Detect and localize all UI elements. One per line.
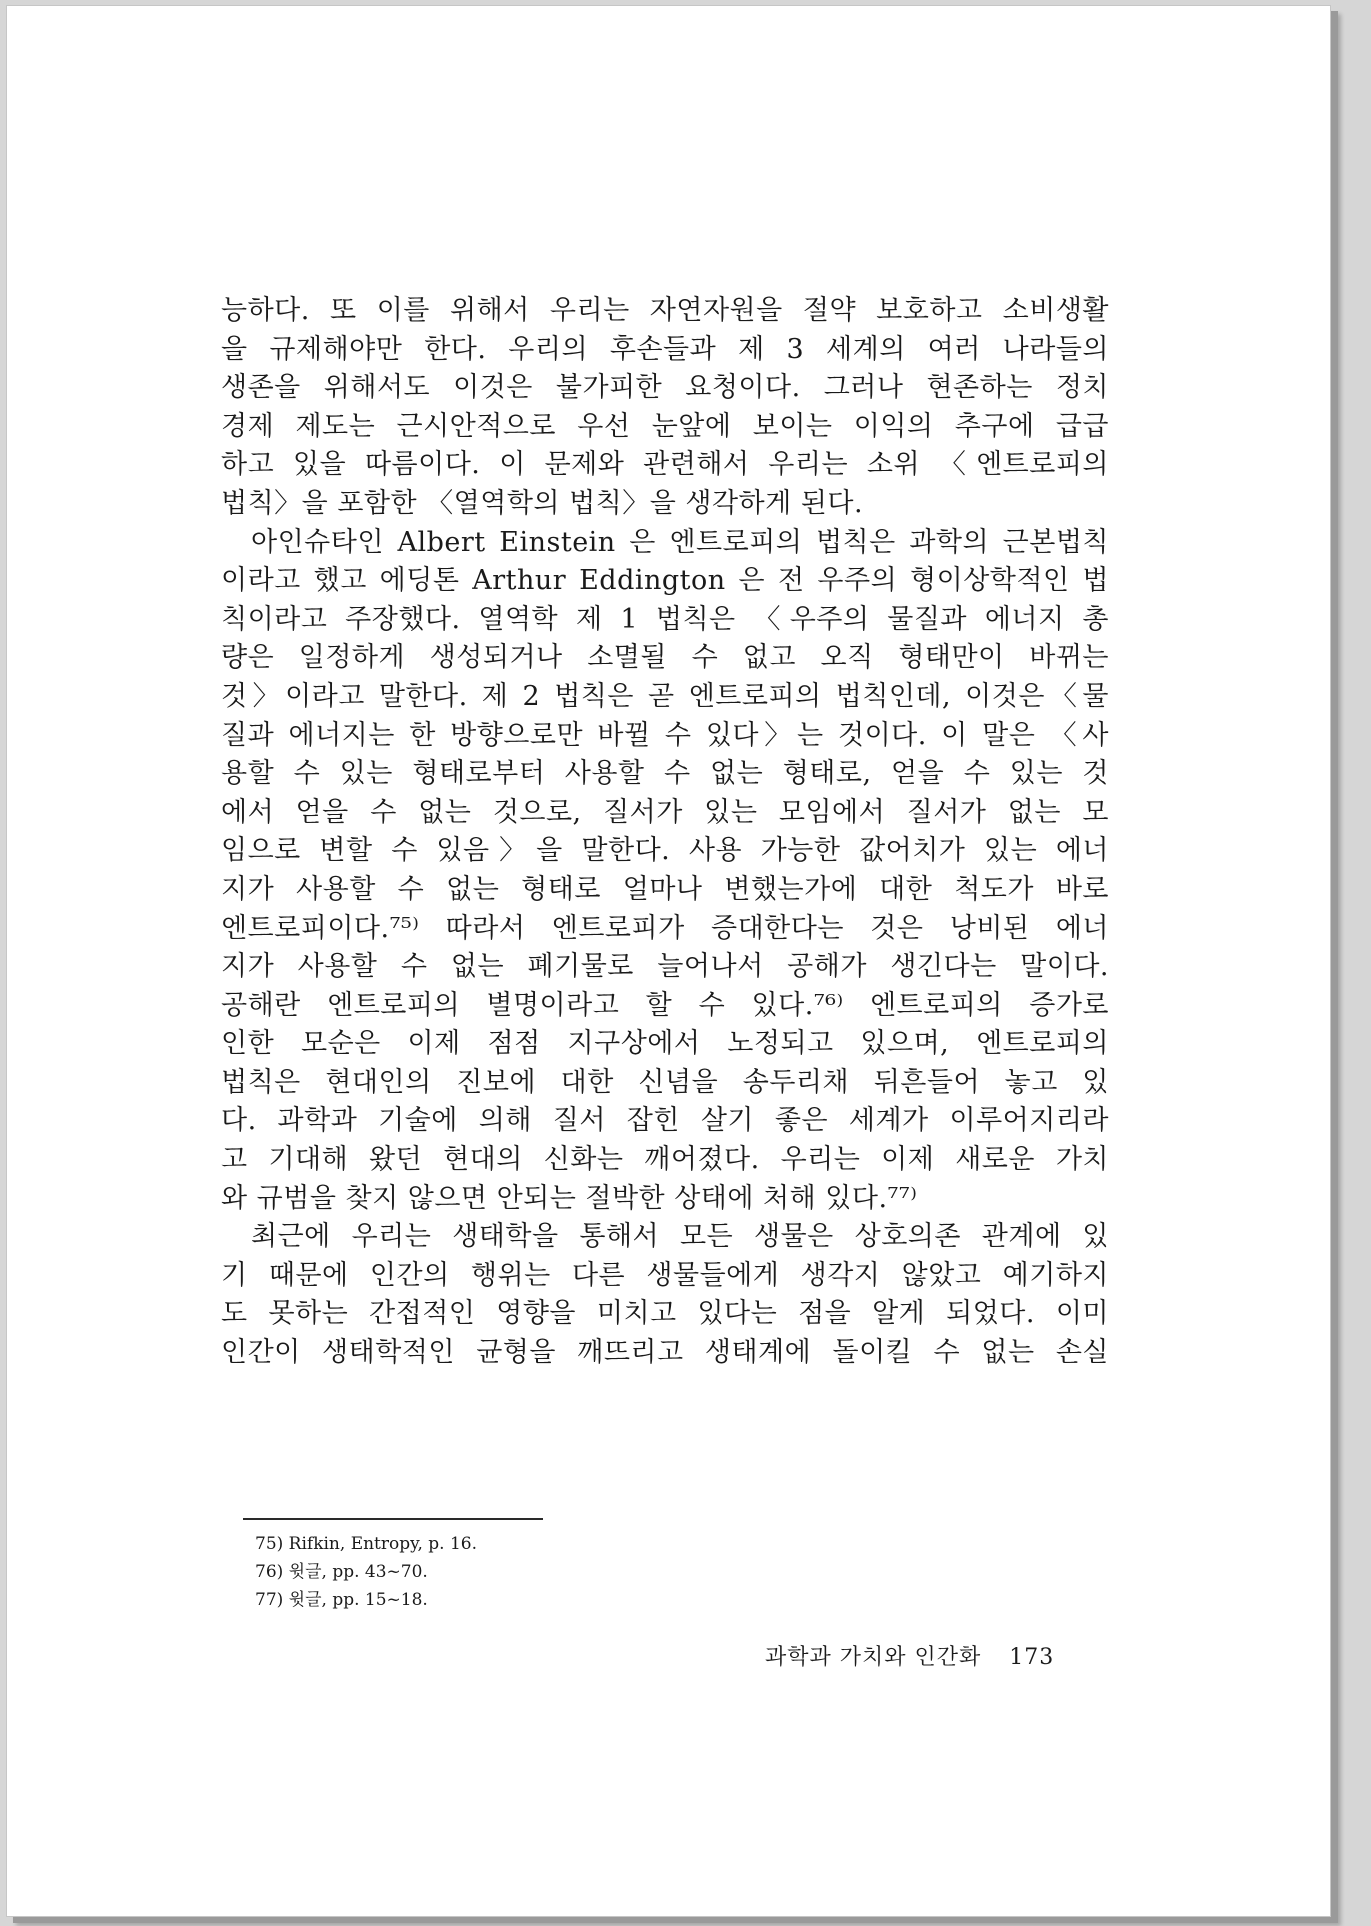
text-line: 아인슈타인 Albert Einstein 은 엔트로피의 법칙은 과학의 근본법칙 (251, 526, 1109, 558)
text-line: 에서 얻을 수 없는 것으로, 질서가 있는 모임에서 질서가 없는 모 (221, 796, 1109, 828)
text-line: 지가 사용할 수 없는 형태로 얼마나 변했는가에 대한 척도가 바로 (221, 873, 1109, 905)
text-line: 량은 일정하게 생성되거나 소멸될 수 없고 오직 형태만이 바뀌는 (221, 642, 1109, 674)
footnote-76: 76) 윗글, pp. 43~70. (255, 1562, 428, 1582)
document-page (6, 5, 1331, 1917)
text-line: 최근에 우리는 생태학을 통해서 모든 생물은 상호의존 관계에 있 (251, 1221, 1109, 1253)
text-line: 엔트로피이다.⁷⁵⁾ 따라서 엔트로피가 증대한다는 것은 낭비된 에너 (221, 912, 1109, 944)
text-line: 지가 사용할 수 없는 폐기물로 늘어나서 공해가 생긴다는 말이다. (221, 951, 1109, 983)
text-line: 인한 모순은 이제 점점 지구상에서 노정되고 있으며, 엔트로피의 (221, 1028, 1109, 1060)
text-line: 경제 제도는 근시안적으로 우선 눈앞에 보이는 이익의 추구에 급급 (221, 410, 1109, 442)
text-line: 능하다. 또 이를 위해서 우리는 자연자원을 절약 보호하고 소비생활 (221, 295, 1109, 326)
text-line: 칙이라고 주장했다. 열역학 제 1 법칙은 〈우주의 물질과 에너지 총 (221, 603, 1109, 635)
text-line: 임으로 변할 수 있음〉을 말한다. 사용 가능한 값어치가 있는 에너 (221, 835, 1109, 867)
text-line: 용할 수 있는 형태로부터 사용할 수 없는 형태로, 얻을 수 있는 것 (221, 758, 1109, 790)
text-line: 공해란 엔트로피의 별명이라고 할 수 있다.⁷⁶⁾ 엔트로피의 증가로 (221, 989, 1109, 1021)
text-line: 다. 과학과 기술에 의해 질서 잡힌 살기 좋은 세계가 이루어지리라 (221, 1105, 1109, 1137)
running-title: 과학과 가치와 인간화 (765, 1645, 982, 1670)
footnote-77: 77) 윗글, pp. 15~18. (255, 1590, 428, 1610)
text-line: 생존을 위해서도 이것은 불가피한 요청이다. 그러나 현존하는 정치 (221, 372, 1109, 404)
text-line: 법칙은 현대인의 진보에 대한 신념을 송두리채 뒤흔들어 놓고 있 (221, 1066, 1109, 1098)
text-line: 을 규제해야만 한다. 우리의 후손들과 제 3 세계의 여러 나라들의 (221, 333, 1109, 365)
text-line: 것〉이라고 말한다. 제 2 법칙은 곧 엔트로피의 법칙인데, 이것은〈물 (221, 680, 1109, 712)
text-line: 이라고 했고 에딩톤 Arthur Eddington 은 전 우주의 형이상학적인 법 (221, 565, 1109, 597)
footnote-75: 75) Rifkin, Entropy, p. 16. (255, 1534, 478, 1554)
page-footer (765, 1640, 1054, 1671)
text-line: 인간이 생태학적인 균형을 깨뜨리고 생태계에 돌이킬 수 없는 손실 (221, 1337, 1109, 1369)
text-line: 질과 에너지는 한 방향으로만 바뀔 수 있다〉는 것이다. 이 말은 〈사 (221, 719, 1109, 751)
body-text (221, 292, 1109, 1373)
text-line: 기 때문에 인간의 행위는 다른 생물들에게 생각지 않았고 예기하지 (221, 1259, 1109, 1291)
footnotes (255, 1530, 477, 1614)
footnote-divider (243, 1518, 543, 1520)
text-line: 고 기대해 왔던 현대의 신화는 깨어졌다. 우리는 이제 새로운 가치 (221, 1144, 1109, 1176)
text-line: 와 규범을 찾지 않으면 안되는 절박한 상태에 처해 있다.⁷⁷⁾ (221, 1182, 918, 1214)
text-line: 하고 있을 따름이다. 이 문제와 관련해서 우리는 소위 〈엔트로피의 (221, 449, 1109, 481)
page-number: 173 (1009, 1645, 1055, 1670)
text-line: 법칙〉을 포함한 〈열역학의 법칙〉을 생각하게 된다. (221, 487, 864, 519)
text-line: 도 못하는 간접적인 영향을 미치고 있다는 점을 알게 되었다. 이미 (221, 1298, 1109, 1330)
